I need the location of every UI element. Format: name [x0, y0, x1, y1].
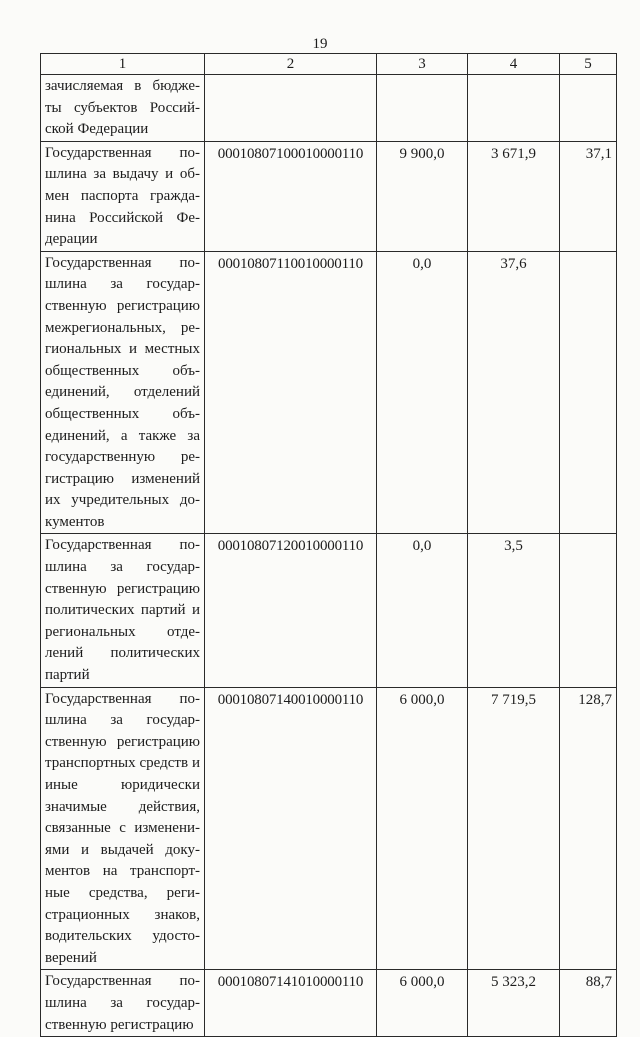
table-row [41, 687, 617, 970]
row-plan: 0,0 [377, 251, 468, 534]
row-name: Государственная по-шлина за государ-ственную регистрацию межрегиональных, ре-гиональных и местных общественных объ-единений, отделений общественных объ-единений, а также за государственную ре-гистрацию изменений их учредительных до-кументов [41, 251, 205, 534]
row-plan: 6 000,0 [377, 687, 468, 970]
table-row [41, 251, 617, 534]
row-plan: 6 000,0 [377, 970, 468, 1037]
budget-table [40, 53, 617, 1037]
page-number: 19 [312, 36, 328, 52]
row-name: зачисляемая в бюдже-ты субъектов Россий-ской Федерации [41, 75, 205, 142]
column-header-1: 1 [41, 54, 205, 75]
row-plan [377, 75, 468, 142]
row-percent [560, 534, 617, 687]
row-actual: 3,5 [468, 534, 560, 687]
row-actual: 37,6 [468, 251, 560, 534]
row-code [205, 75, 377, 142]
row-percent: 37,1 [560, 141, 617, 251]
column-header-2: 2 [205, 54, 377, 75]
row-percent [560, 75, 617, 142]
row-actual [468, 75, 560, 142]
row-actual: 3 671,9 [468, 141, 560, 251]
row-plan: 0,0 [377, 534, 468, 687]
column-header-5: 5 [560, 54, 617, 75]
table-row [41, 75, 617, 142]
row-percent: 128,7 [560, 687, 617, 970]
column-number-row [41, 54, 617, 75]
row-code: 00010807141010000110 [205, 970, 377, 1037]
row-percent: 88,7 [560, 970, 617, 1037]
row-name: Государственная по-шлина за государ-ственную регистрацию транспортных средств и иные юридически значимые действия, связанные с изменени-ями и выдачей доку-ментов на транспорт-ные средства, реги-страционных знаков, водительских удосто-верений [41, 687, 205, 970]
row-actual: 7 719,5 [468, 687, 560, 970]
row-code: 00010807120010000110 [205, 534, 377, 687]
row-plan: 9 900,0 [377, 141, 468, 251]
table-row [41, 970, 617, 1037]
table-row [41, 141, 617, 251]
row-actual: 5 323,2 [468, 970, 560, 1037]
table-row [41, 534, 617, 687]
column-header-4: 4 [468, 54, 560, 75]
row-name: Государственная по-шлина за выдачу и об-мен паспорта гражда-нина Российской Фе-дерации [41, 141, 205, 251]
row-name: Государственная по-шлина за государ-ственную регистрацию политических партий и региональных отде-лений политических партий [41, 534, 205, 687]
row-code: 00010807140010000110 [205, 687, 377, 970]
row-code: 00010807110010000110 [205, 251, 377, 534]
row-name: Государственная по-шлина за государ-ственную регистрацию [41, 970, 205, 1037]
row-code: 00010807100010000110 [205, 141, 377, 251]
column-header-3: 3 [377, 54, 468, 75]
row-percent [560, 251, 617, 534]
